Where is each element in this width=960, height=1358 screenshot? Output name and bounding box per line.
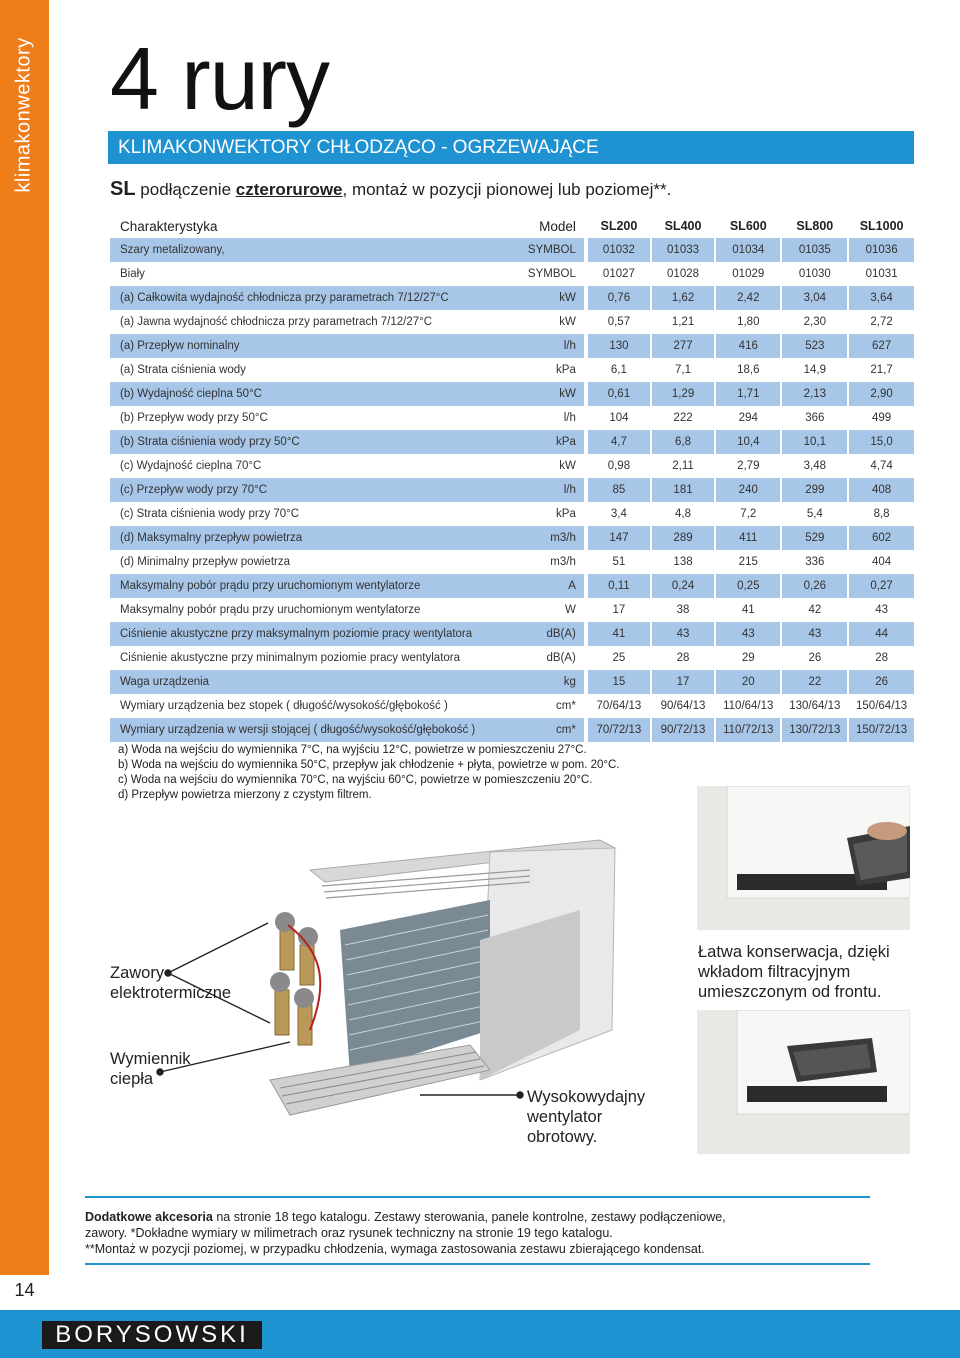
table-row: [110, 382, 914, 406]
row-value: 4,7: [586, 430, 650, 454]
row-unit: W: [478, 598, 586, 622]
row-value: 01036: [847, 238, 914, 262]
row-value: 366: [780, 406, 847, 430]
table-header-row: [110, 214, 914, 238]
row-value: 70/64/13: [586, 694, 650, 718]
row-value: 44: [847, 622, 914, 646]
subtitle-underlined: czterorurowe: [235, 180, 343, 199]
callout-maintenance-line3: umieszczonym od frontu.: [698, 983, 882, 1001]
row-value: 627: [847, 334, 914, 358]
note-c: c) Woda na wejściu do wymiennika 70°C, na wyjściu 60°C, powietrze w pomieszczeniu 20°C.: [118, 774, 593, 786]
row-label: (c) Wydajność cieplna 70°C: [110, 454, 478, 478]
row-value: 51: [586, 550, 650, 574]
row-value: 90/72/13: [650, 718, 714, 742]
table-row: [110, 478, 914, 502]
row-unit: kg: [478, 670, 586, 694]
table-row: [110, 646, 914, 670]
row-value: 602: [847, 526, 914, 550]
row-value: 1,71: [714, 382, 780, 406]
row-value: 2,79: [714, 454, 780, 478]
row-value: 110/64/13: [714, 694, 780, 718]
row-value: 1,21: [650, 310, 714, 334]
header-model: SL400: [650, 214, 714, 238]
row-value: 0,11: [586, 574, 650, 598]
row-value: 18,6: [714, 358, 780, 382]
row-value: 110/72/13: [714, 718, 780, 742]
row-value: 416: [714, 334, 780, 358]
header-model: SL800: [780, 214, 847, 238]
callout-maintenance-line2: wkładom filtracyjnym: [698, 963, 851, 981]
row-value: 4,8: [650, 502, 714, 526]
row-label: Waga urządzenia: [110, 670, 478, 694]
row-value: 0,98: [586, 454, 650, 478]
row-label: Biały: [110, 262, 478, 286]
row-value: 0,24: [650, 574, 714, 598]
accessories-line1: na stronie 18 tego katalogu. Zestawy sterowania, panele kontrolne, zestawy podłączeniowe,: [212, 1210, 726, 1224]
row-label: Ciśnienie akustyczne przy minimalnym poziomie pracy wentylatora: [110, 646, 478, 670]
callout-fan-line1: Wysokowydajny: [527, 1088, 646, 1106]
row-value: 523: [780, 334, 847, 358]
subtitle: [110, 178, 671, 201]
row-label: Ciśnienie akustyczne przy maksymalnym poziomie pracy wentylatora: [110, 622, 478, 646]
row-unit: kW: [478, 286, 586, 310]
table-row: [110, 694, 914, 718]
callout-maintenance: [698, 942, 890, 1002]
note-b: b) Woda na wejściu do wymiennika 50°C, przepływ jak chłodzenie + płyta, powietrze w pom. 20°C.: [118, 759, 620, 771]
row-unit: SYMBOL: [478, 238, 586, 262]
row-value: 2,72: [847, 310, 914, 334]
row-value: 41: [714, 598, 780, 622]
row-label: (a) Strata ciśnienia wody: [110, 358, 478, 382]
row-unit: dB(A): [478, 646, 586, 670]
row-value: 336: [780, 550, 847, 574]
table-row: [110, 454, 914, 478]
row-value: 15,0: [847, 430, 914, 454]
callout-exchanger-line1: Wymiennik: [110, 1050, 191, 1068]
row-value: 26: [847, 670, 914, 694]
table-row: [110, 598, 914, 622]
row-value: 85: [586, 478, 650, 502]
row-label: (d) Maksymalny przepływ powietrza: [110, 526, 478, 550]
row-value: 5,4: [780, 502, 847, 526]
header-label: Charakterystyka: [110, 214, 478, 238]
row-value: 22: [780, 670, 847, 694]
row-value: 277: [650, 334, 714, 358]
row-label: Wymiary urządzenia w wersji stojącej ( długość/wysokość/głębokość ): [110, 718, 478, 742]
row-value: 01029: [714, 262, 780, 286]
callout-fan-line3: obrotowy.: [527, 1128, 598, 1146]
row-unit: m3/h: [478, 550, 586, 574]
row-value: 14,9: [780, 358, 847, 382]
row-label: Wymiary urządzenia bez stopek ( długość/wysokość/głębokość ): [110, 694, 478, 718]
row-value: 8,8: [847, 502, 914, 526]
note-d: d) Przepływ powietrza mierzony z czystym filtrem.: [118, 789, 372, 801]
subtitle-text-before: podłączenie: [135, 180, 236, 199]
row-value: 25: [586, 646, 650, 670]
row-label: Maksymalny pobór prądu przy uruchomionym wentylatorze: [110, 598, 478, 622]
row-value: 499: [847, 406, 914, 430]
row-value: 17: [586, 598, 650, 622]
row-value: 43: [714, 622, 780, 646]
row-value: 2,42: [714, 286, 780, 310]
row-value: 0,25: [714, 574, 780, 598]
table-row: [110, 574, 914, 598]
row-value: 01028: [650, 262, 714, 286]
row-value: 21,7: [847, 358, 914, 382]
accessories-bold: Dodatkowe akcesoria: [85, 1210, 213, 1224]
row-value: 10,1: [780, 430, 847, 454]
row-value: 104: [586, 406, 650, 430]
row-value: 01031: [847, 262, 914, 286]
footnotes: [118, 743, 620, 803]
row-label: Szary metalizowany,: [110, 238, 478, 262]
row-value: 41: [586, 622, 650, 646]
row-value: 138: [650, 550, 714, 574]
row-label: (a) Jawna wydajność chłodnicza przy parametrach 7/12/27°C: [110, 310, 478, 334]
row-unit: l/h: [478, 406, 586, 430]
row-value: 222: [650, 406, 714, 430]
row-unit: kPa: [478, 358, 586, 382]
callout-valves-line2: elektrotermiczne: [110, 984, 232, 1002]
row-value: 3,04: [780, 286, 847, 310]
header-model: SL600: [714, 214, 780, 238]
callout-exchanger-line2: ciepła: [110, 1070, 154, 1088]
header-unit: Model: [478, 214, 586, 238]
row-value: 1,62: [650, 286, 714, 310]
row-value: 2,11: [650, 454, 714, 478]
row-value: 90/64/13: [650, 694, 714, 718]
row-label: (a) Przepływ nominalny: [110, 334, 478, 358]
row-value: 01034: [714, 238, 780, 262]
row-value: 28: [847, 646, 914, 670]
row-value: 7,2: [714, 502, 780, 526]
footer-rule-top: [85, 1196, 870, 1198]
row-value: 240: [714, 478, 780, 502]
callout-valves: [110, 963, 231, 1003]
table-row: [110, 262, 914, 286]
table-row: [110, 334, 914, 358]
row-label: (c) Przepływ wody przy 70°C: [110, 478, 478, 502]
side-label: klimakonwektory: [12, 37, 35, 193]
row-value: 10,4: [714, 430, 780, 454]
page-number: 14: [14, 1280, 35, 1300]
row-value: 20: [714, 670, 780, 694]
row-value: 01030: [780, 262, 847, 286]
row-value: 408: [847, 478, 914, 502]
row-unit: SYMBOL: [478, 262, 586, 286]
row-value: 404: [847, 550, 914, 574]
brand-logo: BORYSOWSKI: [42, 1321, 262, 1349]
table-row: [110, 310, 914, 334]
row-value: 130/72/13: [780, 718, 847, 742]
row-unit: m3/h: [478, 526, 586, 550]
row-value: 0,26: [780, 574, 847, 598]
callout-fan: [527, 1087, 645, 1147]
table-row: [110, 526, 914, 550]
row-unit: cm*: [478, 718, 586, 742]
row-label: (d) Minimalny przepływ powietrza: [110, 550, 478, 574]
row-value: 181: [650, 478, 714, 502]
row-value: 150/72/13: [847, 718, 914, 742]
callout-exchanger: [110, 1049, 191, 1089]
row-value: 38: [650, 598, 714, 622]
row-label: (a) Całkowita wydajność chłodnicza przy parametrach 7/12/27°C: [110, 286, 478, 310]
row-value: 130/64/13: [780, 694, 847, 718]
row-value: 529: [780, 526, 847, 550]
row-value: 147: [586, 526, 650, 550]
row-value: 28: [650, 646, 714, 670]
filter-detail-photo: [697, 1010, 910, 1154]
row-unit: kW: [478, 310, 586, 334]
row-value: 289: [650, 526, 714, 550]
table-row: [110, 358, 914, 382]
row-value: 15: [586, 670, 650, 694]
row-value: 150/64/13: [847, 694, 914, 718]
row-unit: A: [478, 574, 586, 598]
row-value: 3,48: [780, 454, 847, 478]
callout-fan-line2: wentylator: [527, 1108, 603, 1126]
accessories-line3: **Montaż w pozycji poziomej, w przypadku chłodzenia, wymaga zastosowania zestawu zbierającego kondensat.: [85, 1242, 705, 1256]
row-value: 0,61: [586, 382, 650, 406]
row-value: 299: [780, 478, 847, 502]
row-value: 0,57: [586, 310, 650, 334]
row-value: 6,8: [650, 430, 714, 454]
table-row: [110, 670, 914, 694]
row-value: 130: [586, 334, 650, 358]
row-value: 43: [780, 622, 847, 646]
row-unit: kW: [478, 454, 586, 478]
row-value: 3,4: [586, 502, 650, 526]
row-value: 01027: [586, 262, 650, 286]
row-value: 70/72/13: [586, 718, 650, 742]
row-value: 01033: [650, 238, 714, 262]
page-title: 4 rury: [110, 29, 329, 128]
table-row: [110, 718, 914, 742]
header-model: SL1000: [847, 214, 914, 238]
row-value: 43: [650, 622, 714, 646]
row-value: 1,29: [650, 382, 714, 406]
row-unit: kW: [478, 382, 586, 406]
row-value: 215: [714, 550, 780, 574]
table-row: [110, 286, 914, 310]
table-row: [110, 238, 914, 262]
table-row: [110, 550, 914, 574]
note-a: a) Woda na wejściu do wymiennika 7°C, na wyjściu 12°C, powietrze w pomieszczeniu 27°C.: [118, 744, 587, 756]
row-value: 0,76: [586, 286, 650, 310]
row-value: 1,80: [714, 310, 780, 334]
row-label: (b) Wydajność cieplna 50°C: [110, 382, 478, 406]
row-unit: l/h: [478, 334, 586, 358]
table-row: [110, 406, 914, 430]
table-row: [110, 430, 914, 454]
row-value: 2,30: [780, 310, 847, 334]
subtitle-model: SL: [110, 178, 136, 200]
row-value: 7,1: [650, 358, 714, 382]
accessories-line2: zawory. *Dokładne wymiary w milimetrach oraz rysunek techniczny na stronie 19 tego katalogu.: [85, 1226, 613, 1240]
row-value: 01032: [586, 238, 650, 262]
row-value: 0,27: [847, 574, 914, 598]
row-value: 2,90: [847, 382, 914, 406]
row-value: 01035: [780, 238, 847, 262]
footer-rule-bottom: [85, 1263, 870, 1265]
row-value: 294: [714, 406, 780, 430]
row-label: (b) Strata ciśnienia wody przy 50°C: [110, 430, 478, 454]
row-value: 43: [847, 598, 914, 622]
row-value: 2,13: [780, 382, 847, 406]
row-value: 29: [714, 646, 780, 670]
row-unit: cm*: [478, 694, 586, 718]
table-row: [110, 502, 914, 526]
row-label: (b) Przepływ wody przy 50°C: [110, 406, 478, 430]
row-value: 411: [714, 526, 780, 550]
callout-maintenance-line1: Łatwa konserwacja, dzięki: [698, 943, 890, 961]
row-unit: dB(A): [478, 622, 586, 646]
row-unit: kPa: [478, 430, 586, 454]
section-title: KLIMAKONWEKTORY CHŁODZĄCO - OGRZEWAJĄCE: [108, 131, 914, 164]
row-value: 17: [650, 670, 714, 694]
row-label: Maksymalny pobór prądu przy uruchomionym wentylatorze: [110, 574, 478, 598]
row-value: 6,1: [586, 358, 650, 382]
filter-removal-photo: [697, 786, 910, 930]
accessories-note: [85, 1209, 870, 1257]
row-value: 42: [780, 598, 847, 622]
row-value: 26: [780, 646, 847, 670]
row-label: (c) Strata ciśnienia wody przy 70°C: [110, 502, 478, 526]
header-model: SL200: [586, 214, 650, 238]
subtitle-text-after: , montaż w pozycji pionowej lub poziomej**.: [342, 180, 672, 199]
table-row: [110, 622, 914, 646]
callout-valves-line1: Zawory: [110, 964, 165, 982]
row-value: 4,74: [847, 454, 914, 478]
row-unit: l/h: [478, 478, 586, 502]
spec-table: [110, 214, 914, 742]
row-value: 3,64: [847, 286, 914, 310]
row-unit: kPa: [478, 502, 586, 526]
